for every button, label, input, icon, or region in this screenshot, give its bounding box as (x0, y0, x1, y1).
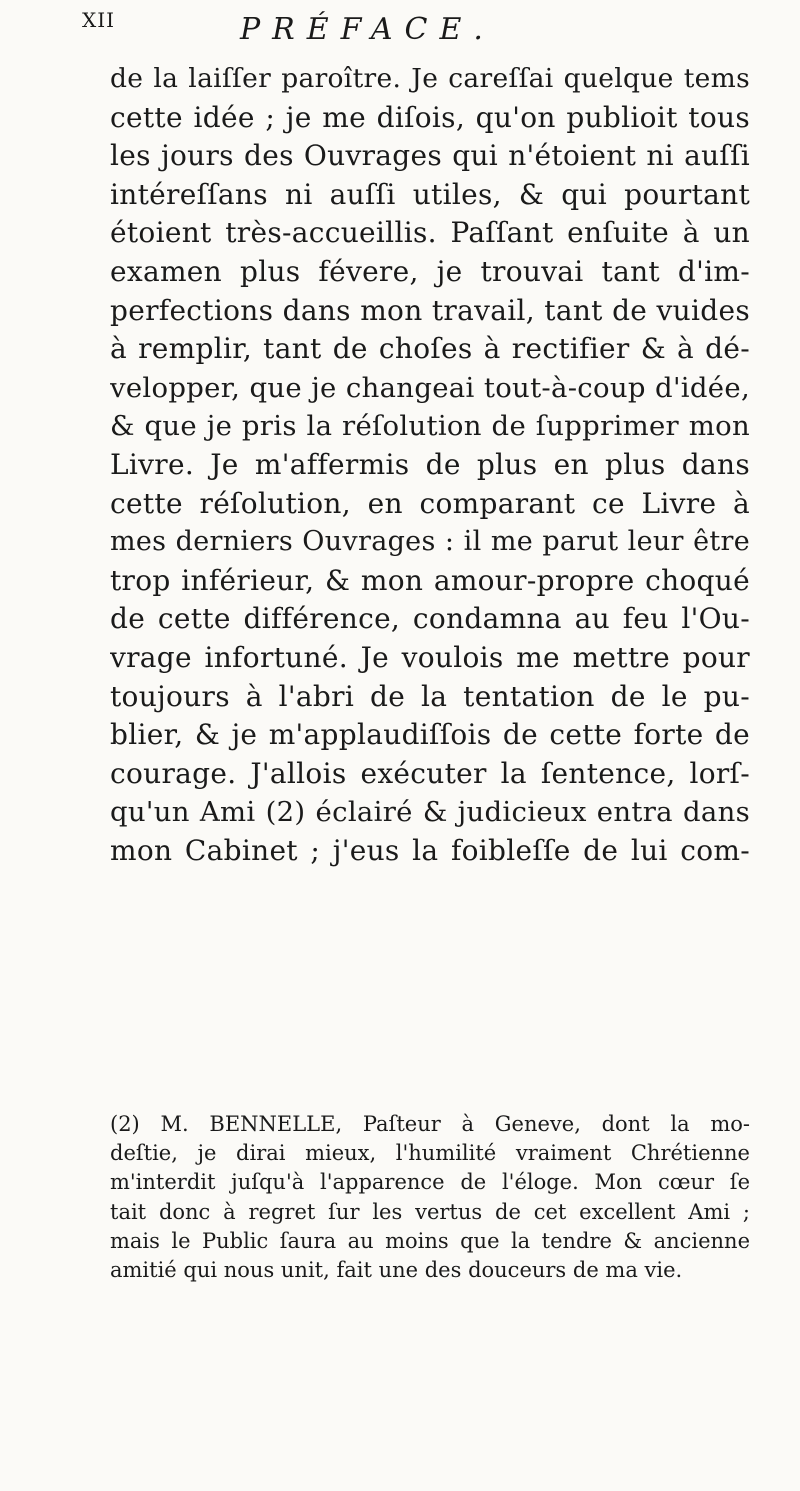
text-line: courage. J'allois exécuter la ſentence, lorſ- (110, 756, 750, 790)
running-head: PRÉFACE. (240, 12, 495, 47)
text-line: mon Cabinet ; j'eus la foibleſſe de lui com- (110, 833, 750, 867)
text-line: velopper, que je changeai tout-à-coup d'idée, (110, 371, 750, 404)
text-line: trop inférieur, & mon amour-propre choqué (110, 563, 750, 597)
page-header (80, 0, 760, 60)
text-line: de la laiſſer paroître. Je careſſai quelque tems (110, 63, 750, 94)
text-line: examen plus févere, je trouvai tant d'im- (110, 254, 750, 288)
page-number: XII (82, 8, 116, 32)
text-line: étoient très-accueillis. Paſſant enſuite à un (110, 216, 750, 250)
footnote-line: tait donc à regret ſur les vertus de cet excellent Ami ; (110, 1199, 750, 1224)
text-line: à remplir, tant de choſes à rectifier & à dé- (110, 332, 750, 366)
text-line: mes derniers Ouvrages : il me parut leur être (110, 526, 750, 558)
text-line: intéreſſans ni auſſi utiles, & qui pourtant (110, 177, 750, 211)
text-line: toujours à l'abri de la tentation de le pu- (110, 679, 750, 713)
text-line: cette idée ; je me diſois, qu'on publioit tous (110, 100, 750, 134)
text-line: de cette différence, condamna au feu l'Ou- (110, 602, 750, 636)
text-line: & que je pris la réſolution de ſupprimer mon (110, 410, 750, 443)
footnote-line: m'interdit juſqu'à l'apparence de l'éloge. Mon cœur ſe (110, 1170, 750, 1195)
text-line: qu'un Ami (2) éclairé & judicieux entra dans (110, 796, 750, 829)
text-line: les jours des Ouvrages qui n'étoient ni auſſi (110, 139, 750, 173)
footnote-line: amitié qui nous unit, fait une des douceurs de ma vie. (110, 1257, 683, 1282)
text-line: Livre. Je m'affermis de plus en plus dans (110, 447, 750, 481)
footnote-line: deſtie, je dirai mieux, l'humilité vraiment Chrétienne (110, 1141, 750, 1166)
text-line: blier, & je m'applaudiſſois de cette forte de (110, 718, 750, 752)
footnote-line: mais le Public ſaura au moins que la tendre & ancienne (110, 1228, 750, 1253)
text-line: perfections dans mon travail, tant de vuides (110, 293, 750, 327)
text-line: vrage infortuné. Je voulois me mettre pour (110, 640, 750, 674)
body-text (110, 60, 750, 870)
footnote-block (110, 1110, 750, 1285)
text-line: cette réſolution, en comparant ce Livre à (110, 486, 750, 520)
footnote-line: (2) M. BENNELLE, Paſteur à Geneve, dont la mo- (110, 1112, 750, 1136)
